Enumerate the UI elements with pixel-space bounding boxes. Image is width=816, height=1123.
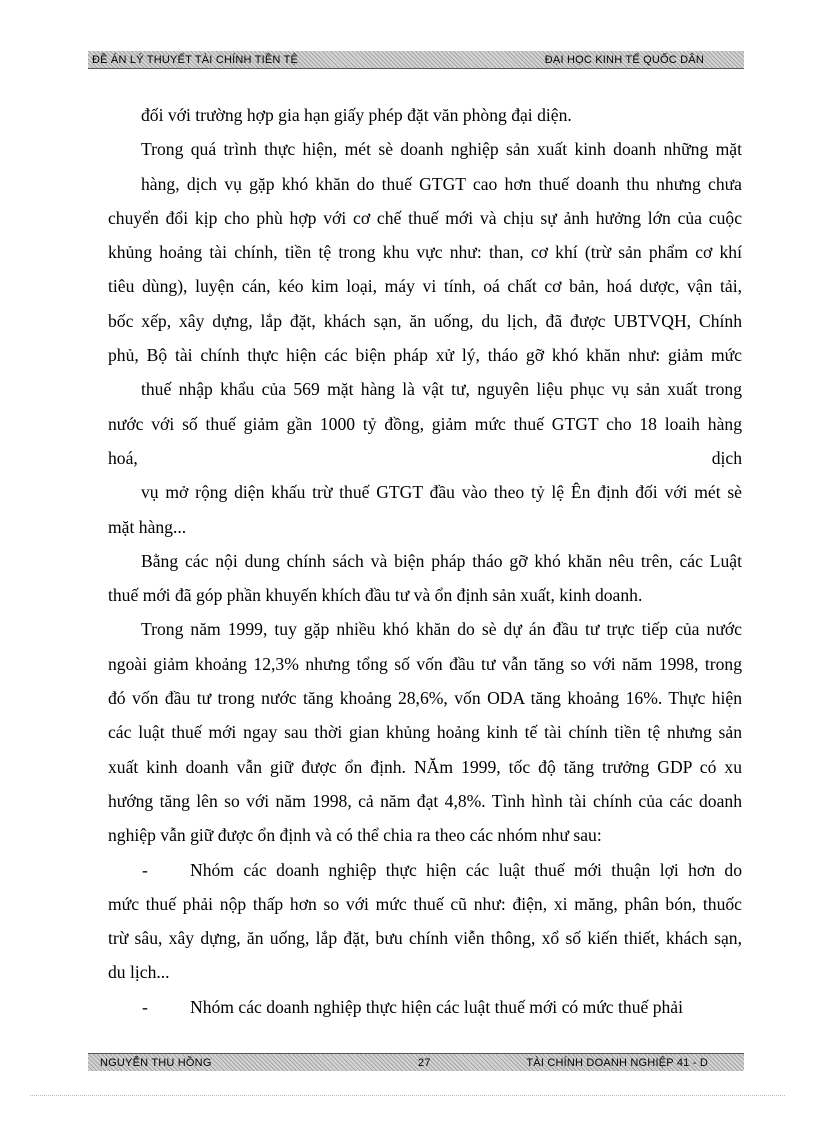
page-footer	[88, 1053, 744, 1071]
page-break-line	[30, 1095, 785, 1096]
page-number: 27	[418, 1056, 431, 1069]
text-line: phủ, Bộ tài chính thực hiện các biện pháp xử lý, tháo gỡ khó khăn như: giảm mức	[108, 345, 742, 366]
text-line: đó vốn đầu tư trong nước tăng khoảng 28,6%, vốn ODA tăng khoảng 16%. Thực hiện	[108, 688, 742, 709]
text-line: Trong năm 1999, tuy gặp nhiều khó khăn do sè dự án đầu tư trực tiếp của nước	[141, 619, 742, 640]
text-line: thuế mới đã góp phần khuyến khích đầu tư và ổn định sản xuất, kinh doanh.	[108, 585, 643, 606]
text-line: hướng tăng lên so với năm 1998, cả năm đạt 4,8%. Tình hình tài chính của các doanh	[108, 790, 742, 811]
text-line: chuyển đổi kịp cho phù hợp với cơ chế thuế mới và chịu sự ảnh hưởng lớn của cuộc	[108, 207, 742, 228]
text-line: ngoài giảm khoảng 12,3% nhưng tổng số vốn đầu tư vẫn tăng so với năm 1998, trong	[108, 653, 742, 674]
header-right-text: ĐẠI HỌC KINH TẾ QUỐC DÂN	[544, 53, 704, 66]
text-line: du lịch...	[108, 962, 170, 983]
text-line: trừ sâu, xây dựng, ăn uống, lắp đặt, bưu chính viễn thông, xổ số kiến thiết, khách sạn,	[108, 928, 742, 949]
footer-right-text: TÀI CHÍNH DOANH NGHIỆP 41 - D	[526, 1056, 708, 1069]
page-header	[88, 51, 744, 69]
text-line: bốc xếp, xây dựng, lắp đặt, khách sạn, ăn uống, du lịch, đã được UBTVQH, Chính	[108, 310, 742, 331]
bullet-text: Nhóm các doanh nghiệp thực hiện các luật thuế mới có mức thuế phải	[190, 996, 683, 1017]
text-line: mức thuế phải nộp thấp hơn so với mức thuế cũ như: điện, xi măng, phân bón, thuốc	[108, 893, 742, 914]
text-line: tiêu dùng), luyện cán, kéo kim loại, máy vi tính, oá chất cơ bản, hoá dược, vận tải,	[108, 276, 742, 297]
text-fragment-left: hoá,	[108, 447, 138, 468]
bullet-item	[108, 853, 742, 887]
text-line: hàng, dịch vụ gặp khó khăn do thuế GTGT cao hơn thuế doanh thu nhưng chưa	[141, 173, 742, 194]
text-line: vụ mở rộng diện khấu trừ thuế GTGT đầu vào theo tỷ lệ Ên định đối với mét sè	[141, 482, 742, 503]
text-line	[108, 441, 742, 475]
text-line: thuế nhập khẩu của 569 mặt hàng là vật tư, nguyên liệu phục vụ sản xuất trong	[141, 379, 742, 400]
text-line: Trong quá trình thực hiện, mét sè doanh nghiệp sản xuất kinh doanh những mặt	[141, 139, 742, 160]
header-left-text: ĐỀ ÁN LÝ THUYẾT TÀI CHÍNH TIỀN TỆ	[92, 53, 299, 66]
text-line: xuất kinh doanh vẫn giữ được ổn định. NĂm 1999, tốc độ tăng trưởng GDP có xu	[108, 756, 742, 777]
document-body	[108, 98, 742, 1024]
bullet-text: Nhóm các doanh nghiệp thực hiện các luật thuế mới thuận lợi hơn do	[190, 859, 742, 880]
text-line: nghiệp vẫn giữ được ổn định và có thể chia ra theo các nhóm như sau:	[108, 825, 602, 846]
text-line: khủng hoảng tài chính, tiền tệ trong khu vực như: than, cơ khí (trừ sản phẩm cơ khí	[108, 242, 742, 263]
text-line: mặt hàng...	[108, 516, 187, 537]
footer-author: NGUYỄN THU HỒNG	[100, 1056, 212, 1069]
text-line: Bằng các nội dung chính sách và biện pháp tháo gỡ khó khăn nêu trên, các Luật	[141, 550, 742, 571]
text-line: các luật thuế mới ngay sau thời gian khủng hoảng kinh tế tài chính tiền tệ nhưng sản	[108, 722, 742, 743]
text-line: nước với số thuế giảm gần 1000 tỷ đồng, giảm mức thuế GTGT cho 18 loaih hàng	[108, 413, 742, 434]
text-line: đối với trường hợp gia hạn giấy phép đặt văn phòng đại diện.	[141, 105, 572, 125]
bullet-dash: -	[142, 859, 148, 880]
text-fragment-right: dịch	[711, 447, 742, 468]
bullet-dash: -	[142, 996, 148, 1017]
bullet-item	[108, 990, 742, 1024]
